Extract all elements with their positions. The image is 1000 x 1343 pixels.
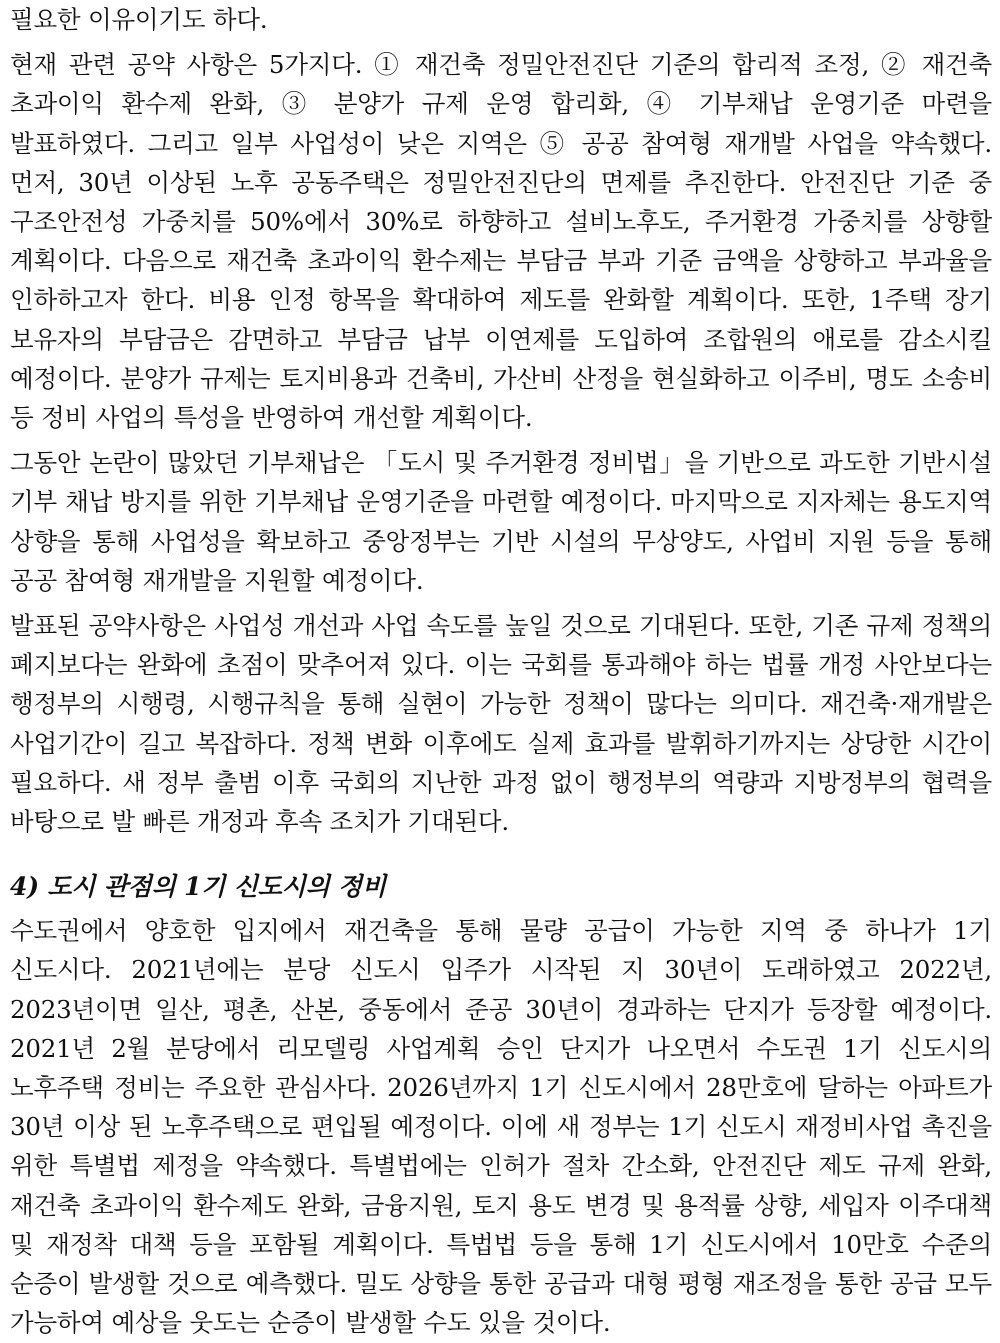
paragraph-pledges: 현재 관련 공약 사항은 5가지다. ① 재건축 정밀안전진단 기준의 합리적 조정, ② 재건축 초과이익 환수제 완화, ③ 분양가 규제 운영 합리화, ④ 기부채납 운영기준 마련을 발표하였다. 그리고 일부 사업성이 낮은 지역은 ⑤ 공공 참여형 재개발 사업을 약속했다. 먼저, 30년 이상된 노후 공동주택은 정밀안전진단의 면제를 추진한다. 안전진단 기준 중 구조안전성 가중치를 50%에서 30%로 하향하고 설비노후도, 주거환경 가중치를 상향할 계획이다. 다음으로 재건축 초과이익 환수제는 부담금 부과 기준 금액을 상향하고 부과율을 인하하고자 한다. 비용 인정 항목을 확대하여 제도를 완화할 계획이다. 또한, 1주택 장기 보유자의 부담금은 감면하고 부담금 납부 이연제를 도입하여 조합원의 애로를 감소시킬 예정이다. 분양가 규제는 토지비용과 건축비, 가산비 산정을 현실화하고 이주비, 명도 소송비 등 정비 사업의 특성을 반영하여 개선할 계획이다. [10, 50, 992, 433]
paragraph-new-towns: 수도권에서 양호한 입지에서 재건축을 통해 물량 공급이 가능한 지역 중 하나가 1기 신도시다. 2021년에는 분당 신도시 입주가 시작된 지 30년이 도래하였고 2022년, 2023년이면 일산, 평촌, 산본, 중동에서 준공 30년이 경과하는 단지가 등장할 예정이다. 2021년 2월 분당에서 리모델링 사업계획 승인 단지가 나오면서 수도권 1기 신도시의 노후주택 정비는 주요한 관심사다. 2026년까지 1기 신도시에서 28만호에 달하는 아파트가 30년 이상 된 노후주택으로 편입될 예정이다. 이에 새 정부는 1기 신도시 재정비사업 촉진을 위한 특별법 제정을 약속했다. 특별법에는 인허가 절차 간소화, 안전진단 제도 규제 완화, 재건축 초과이익 환수제도 완화, 금융지원, 토지 용도 변경 및 용적률 상향, 세입자 이주대책 및 재정착 대책 등을 포함될 계획이다. 특법법 등을 통해 1기 신도시에서 10만호 수준의 순증이 발생할 것으로 예측했다. 밀도 상향을 통한 공급과 대형 평형 재조정을 통한 공급 모두 가능하여 예상을 웃도는 순증이 발생할 수도 있을 것이다. [10, 916, 992, 1338]
section-heading: 4) 도시 관점의 1기 신도시의 정비 [10, 872, 386, 902]
paragraph-donation: 그동안 논란이 많았던 기부채납은 「도시 및 주거환경 정비법」을 기반으로 과도한 기반시설 기부 채납 방지를 위한 기부채납 운영기준을 마련할 예정이다. 마지막으로 지자체는 용도지역 상향을 통해 사업성을 확보하고 중앙정부는 기반 시설의 무상양도, 사업비 지원 등을 통해 공공 참여형 재개발을 지원할 예정이다. [10, 448, 992, 595]
document-page [10, 0, 992, 1343]
paragraph-intro-tail: 필요한 이유이기도 하다. [10, 5, 268, 34]
paragraph-expectation: 발표된 공약사항은 사업성 개선과 사업 속도를 높일 것으로 기대된다. 또한, 기존 규제 정책의 폐지보다는 완화에 초점이 맞추어져 있다. 이는 국회를 통과해야 하는 법률 개정 사안보다는 행정부의 시행령, 시행규칙을 통해 실현이 가능한 정책이 많다는 의미다. 재건축·재개발은 사업기간이 길고 복잡하다. 정책 변화 이후에도 실제 효과를 발휘하기까지는 상당한 시간이 필요하다. 새 정부 출범 이후 국회의 지난한 과정 없이 행정부의 역량과 지방정부의 협력을 바탕으로 발 빠른 개정과 후속 조치가 기대된다. [10, 611, 992, 837]
